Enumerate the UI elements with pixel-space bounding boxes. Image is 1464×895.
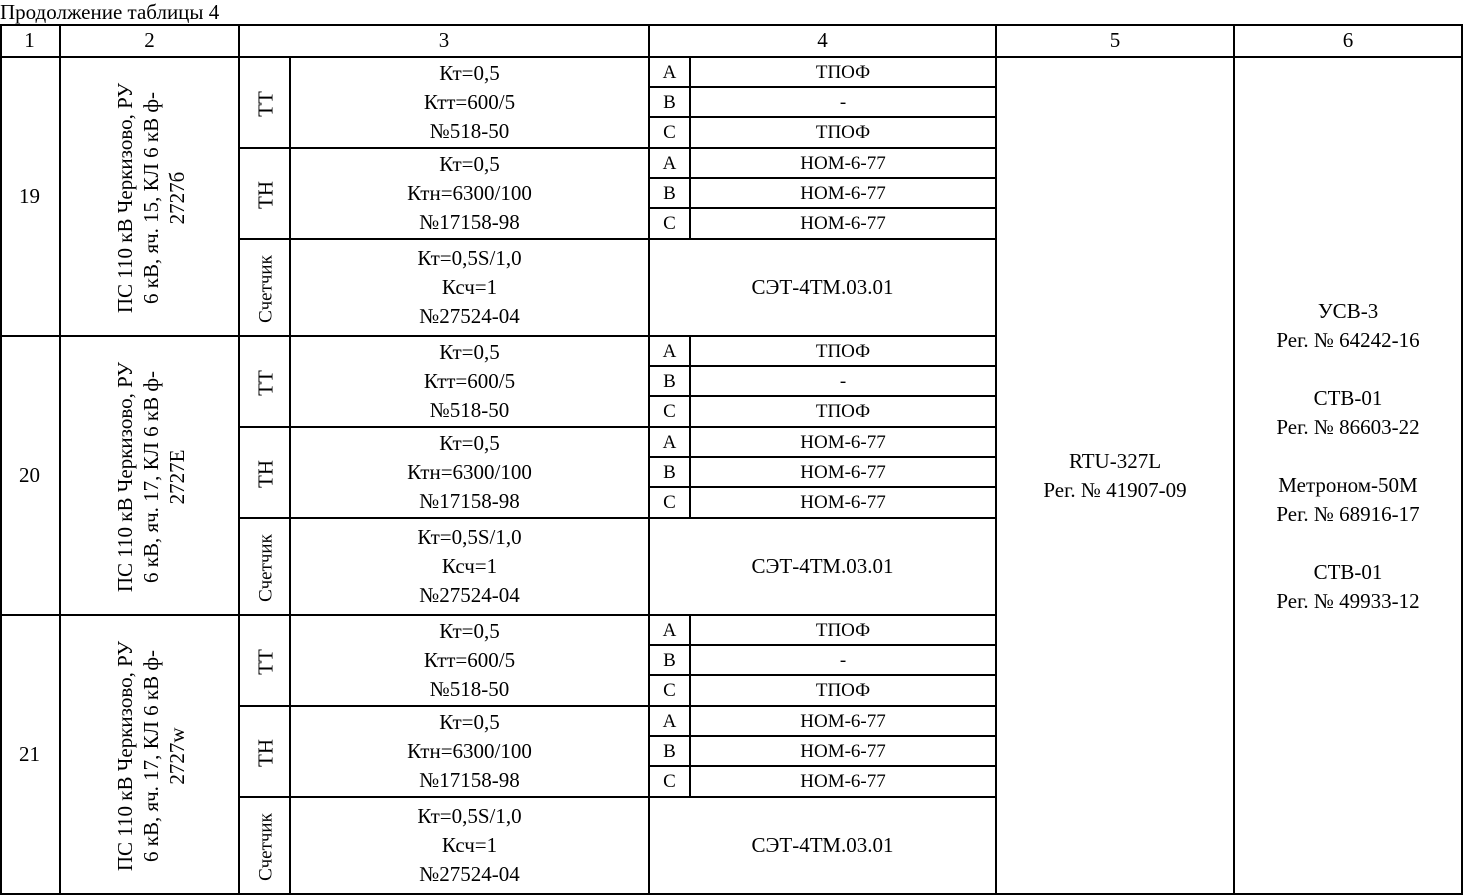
meter-spec-line: Ксч=1 (441, 833, 498, 857)
row-number (0, 616, 61, 895)
phase-letter (650, 707, 691, 737)
meter-model (650, 798, 997, 895)
group-label: ТН (253, 180, 277, 209)
spec-line: №518-50 (429, 119, 510, 143)
group-specs (291, 707, 650, 798)
sync-device-name: Метроном-50М (1278, 473, 1418, 497)
spacer (1276, 529, 1419, 558)
group-label-cell (240, 149, 291, 240)
phase-letter-text: C (663, 401, 676, 422)
phase-letter (650, 737, 691, 767)
row-number (0, 58, 61, 337)
phase-letter-text: A (662, 61, 677, 83)
spec-line: Кт=0,5 (439, 340, 500, 364)
connection-name-line: 2727w (164, 726, 189, 785)
phase-letter (650, 118, 691, 149)
connection-name-line: 6 кВ, яч. 17, КЛ 6 кВ ф- (138, 370, 163, 583)
row-number-text: 21 (19, 742, 40, 766)
group-label: ТН (253, 738, 277, 767)
header-label: 1 (24, 27, 35, 52)
spec-line: Ктн=6300/100 (407, 460, 532, 484)
connection-name-line: 2727Е (164, 449, 189, 504)
phase-device (691, 209, 997, 240)
sync-device-name: УСВ-3 (1317, 299, 1379, 323)
header-cell (650, 24, 997, 58)
connection-name-line: ПС 110 кВ Черкизово, РУ (112, 640, 137, 871)
phase-letter (650, 337, 691, 367)
spec-line: Ктт=600/5 (423, 369, 516, 393)
group-label: ТН (253, 459, 277, 488)
meter-label: Счетчик (255, 254, 276, 323)
phase-letter-text: C (663, 122, 676, 143)
controller-model: RTU-327L (1068, 448, 1162, 473)
phase-device-text: НОМ-6-77 (800, 213, 886, 234)
phase-device (691, 707, 997, 737)
phase-letter (650, 767, 691, 798)
row-number-text: 20 (19, 463, 40, 487)
meter-model (650, 240, 997, 337)
phase-device-text: ТПОФ (815, 340, 871, 362)
connection-name-text (112, 640, 190, 870)
meter-label: Счетчик (255, 812, 276, 881)
spec-line: №518-50 (429, 677, 510, 701)
table-caption: Продолжение таблицы 4 (0, 0, 220, 24)
phase-device (691, 88, 997, 118)
meter-spec-line: №27524-04 (419, 862, 520, 886)
header-label: 5 (1109, 27, 1121, 52)
spacer (1276, 355, 1419, 384)
meter-spec-line: №27524-04 (419, 304, 520, 328)
phase-device (691, 488, 997, 519)
phase-device (691, 676, 997, 707)
phase-letter (650, 209, 691, 240)
meter-spec-line: Ксч=1 (441, 275, 498, 299)
phase-device-text: ТПОФ (815, 680, 871, 701)
phase-device-text: НОМ-6-77 (800, 431, 886, 453)
phase-device-text: - (839, 649, 847, 671)
spec-line: №17158-98 (419, 768, 520, 792)
connection-name-line: ПС 110 кВ Черкизово, РУ (112, 82, 137, 313)
phase-letter-text: C (663, 680, 676, 701)
spec-line: Ктн=6300/100 (407, 181, 532, 205)
meter-label-cell (240, 798, 291, 895)
phase-letter (650, 397, 691, 428)
controller-cell (997, 58, 1235, 895)
phase-letter-text: B (663, 182, 676, 204)
phase-device (691, 58, 997, 88)
row-number-text: 19 (19, 184, 40, 208)
phase-device-text: - (839, 370, 847, 392)
sync-device-reg: Рег. № 68916-17 (1276, 502, 1420, 526)
phase-device (691, 767, 997, 798)
meter-label: Счетчик (255, 533, 276, 602)
phase-letter-text: B (663, 91, 676, 113)
phase-letter (650, 488, 691, 519)
group-specs (291, 616, 650, 707)
phase-letter (650, 58, 691, 88)
phase-letter-text: A (662, 619, 677, 641)
group-label: ТТ (253, 90, 277, 117)
group-specs (291, 149, 650, 240)
group-specs (291, 58, 650, 149)
spec-line: №17158-98 (419, 489, 520, 513)
phase-device-text: НОМ-6-77 (800, 740, 886, 762)
header-cell (61, 24, 240, 58)
spec-line: Кт=0,5 (439, 431, 500, 455)
phase-device-text: - (839, 91, 847, 113)
connection-name-line: ПС 110 кВ Черкизово, РУ (112, 361, 137, 592)
spec-line: Кт=0,5 (439, 61, 500, 85)
sync-device-name: СТВ-01 (1313, 560, 1383, 584)
phase-letter-text: B (663, 370, 676, 392)
phase-device (691, 337, 997, 367)
phase-device (691, 118, 997, 149)
group-label-cell (240, 337, 291, 428)
header-cell (240, 24, 650, 58)
phase-letter-text: C (663, 492, 676, 513)
row-number (0, 337, 61, 616)
spec-line: №518-50 (429, 398, 510, 422)
sync-device-reg: Рег. № 49933-12 (1276, 589, 1420, 613)
meter-model (650, 519, 997, 616)
phase-letter-text: B (663, 740, 676, 762)
phase-letter (650, 458, 691, 488)
meter-model-text: СЭТ-4ТМ.03.01 (751, 275, 894, 299)
phase-letter-text: B (663, 649, 676, 671)
connection-name (61, 58, 240, 337)
header-label: 2 (144, 27, 155, 52)
group-label: ТТ (253, 369, 277, 396)
connection-name-text (112, 82, 190, 312)
phase-device (691, 179, 997, 209)
phase-device (691, 428, 997, 458)
phase-device-text: НОМ-6-77 (800, 152, 886, 174)
phase-device-text: НОМ-6-77 (800, 710, 886, 732)
time-sync-cell (1235, 58, 1463, 895)
phase-letter (650, 428, 691, 458)
meter-specs (291, 240, 650, 337)
phase-letter (650, 179, 691, 209)
group-label-cell (240, 428, 291, 519)
phase-letter-text: C (663, 213, 676, 234)
header-label: 3 (438, 27, 450, 52)
meter-spec-line: №27524-04 (419, 583, 520, 607)
spec-line: Ктт=600/5 (423, 648, 516, 672)
meter-spec-line: Кт=0,5S/1,0 (417, 804, 522, 828)
connection-name-line: 6 кВ, яч. 15, КЛ 6 кВ ф- (138, 91, 163, 304)
spacer (1276, 442, 1419, 471)
sync-device-name: СТВ-01 (1313, 386, 1383, 410)
header-cell (0, 24, 61, 58)
phase-letter-text: A (662, 152, 677, 174)
phase-device (691, 149, 997, 179)
meter-specs (291, 519, 650, 616)
phase-device (691, 737, 997, 767)
header-label: 4 (817, 27, 828, 52)
meter-label-cell (240, 519, 291, 616)
connection-name-line: 6 кВ, яч. 17, КЛ 6 кВ ф- (138, 649, 163, 862)
phase-letter-text: A (662, 710, 677, 732)
controller-reg: Рег. № 41907-09 (1043, 477, 1187, 502)
connection-name-text (112, 361, 190, 591)
phase-letter (650, 646, 691, 676)
phase-device-text: НОМ-6-77 (800, 182, 886, 204)
header-cell (997, 24, 1235, 58)
phase-device-text: ТПОФ (815, 122, 871, 143)
phase-letter-text: A (662, 340, 677, 362)
meter-label-cell (240, 240, 291, 337)
sync-device-reg: Рег. № 86603-22 (1276, 415, 1420, 439)
group-specs (291, 428, 650, 519)
meter-spec-line: Ксч=1 (441, 554, 498, 578)
sync-device-reg: Рег. № 64242-16 (1276, 328, 1420, 352)
phase-letter-text: C (663, 771, 676, 792)
phase-device (691, 367, 997, 397)
phase-device (691, 616, 997, 646)
phase-letter-text: A (662, 431, 677, 453)
phase-device-text: ТПОФ (815, 401, 871, 422)
header-cell (1235, 24, 1463, 58)
phase-letter (650, 149, 691, 179)
phase-letter-text: B (663, 461, 676, 483)
connection-name (61, 616, 240, 895)
phase-device (691, 646, 997, 676)
phase-device-text: ТПОФ (815, 61, 871, 83)
meter-model-text: СЭТ-4ТМ.03.01 (751, 554, 894, 578)
connection-name (61, 337, 240, 616)
phase-device-text: НОМ-6-77 (800, 492, 886, 513)
meter-spec-line: Кт=0,5S/1,0 (417, 525, 522, 549)
header-label: 6 (1342, 27, 1354, 52)
spec-line: Ктн=6300/100 (407, 739, 532, 763)
group-label-cell (240, 707, 291, 798)
meter-model-text: СЭТ-4ТМ.03.01 (751, 833, 894, 857)
meter-spec-line: Кт=0,5S/1,0 (417, 246, 522, 270)
group-label-cell (240, 58, 291, 149)
spec-line: Кт=0,5 (439, 619, 500, 643)
group-label: ТТ (253, 648, 277, 675)
spec-line: №17158-98 (419, 210, 520, 234)
phase-device-text: НОМ-6-77 (800, 771, 886, 792)
phase-device (691, 458, 997, 488)
spec-line: Кт=0,5 (439, 710, 500, 734)
phase-device-text: НОМ-6-77 (800, 461, 886, 483)
connection-name-line: 2727б (164, 171, 189, 224)
spec-line: Ктт=600/5 (423, 90, 516, 114)
spec-line: Кт=0,5 (439, 152, 500, 176)
phase-letter (650, 676, 691, 707)
group-specs (291, 337, 650, 428)
group-label-cell (240, 616, 291, 707)
phase-device (691, 397, 997, 428)
meter-specs (291, 798, 650, 895)
data-table (0, 24, 1463, 894)
phase-letter (650, 367, 691, 397)
phase-device-text: ТПОФ (815, 619, 871, 641)
phase-letter (650, 616, 691, 646)
phase-letter (650, 88, 691, 118)
